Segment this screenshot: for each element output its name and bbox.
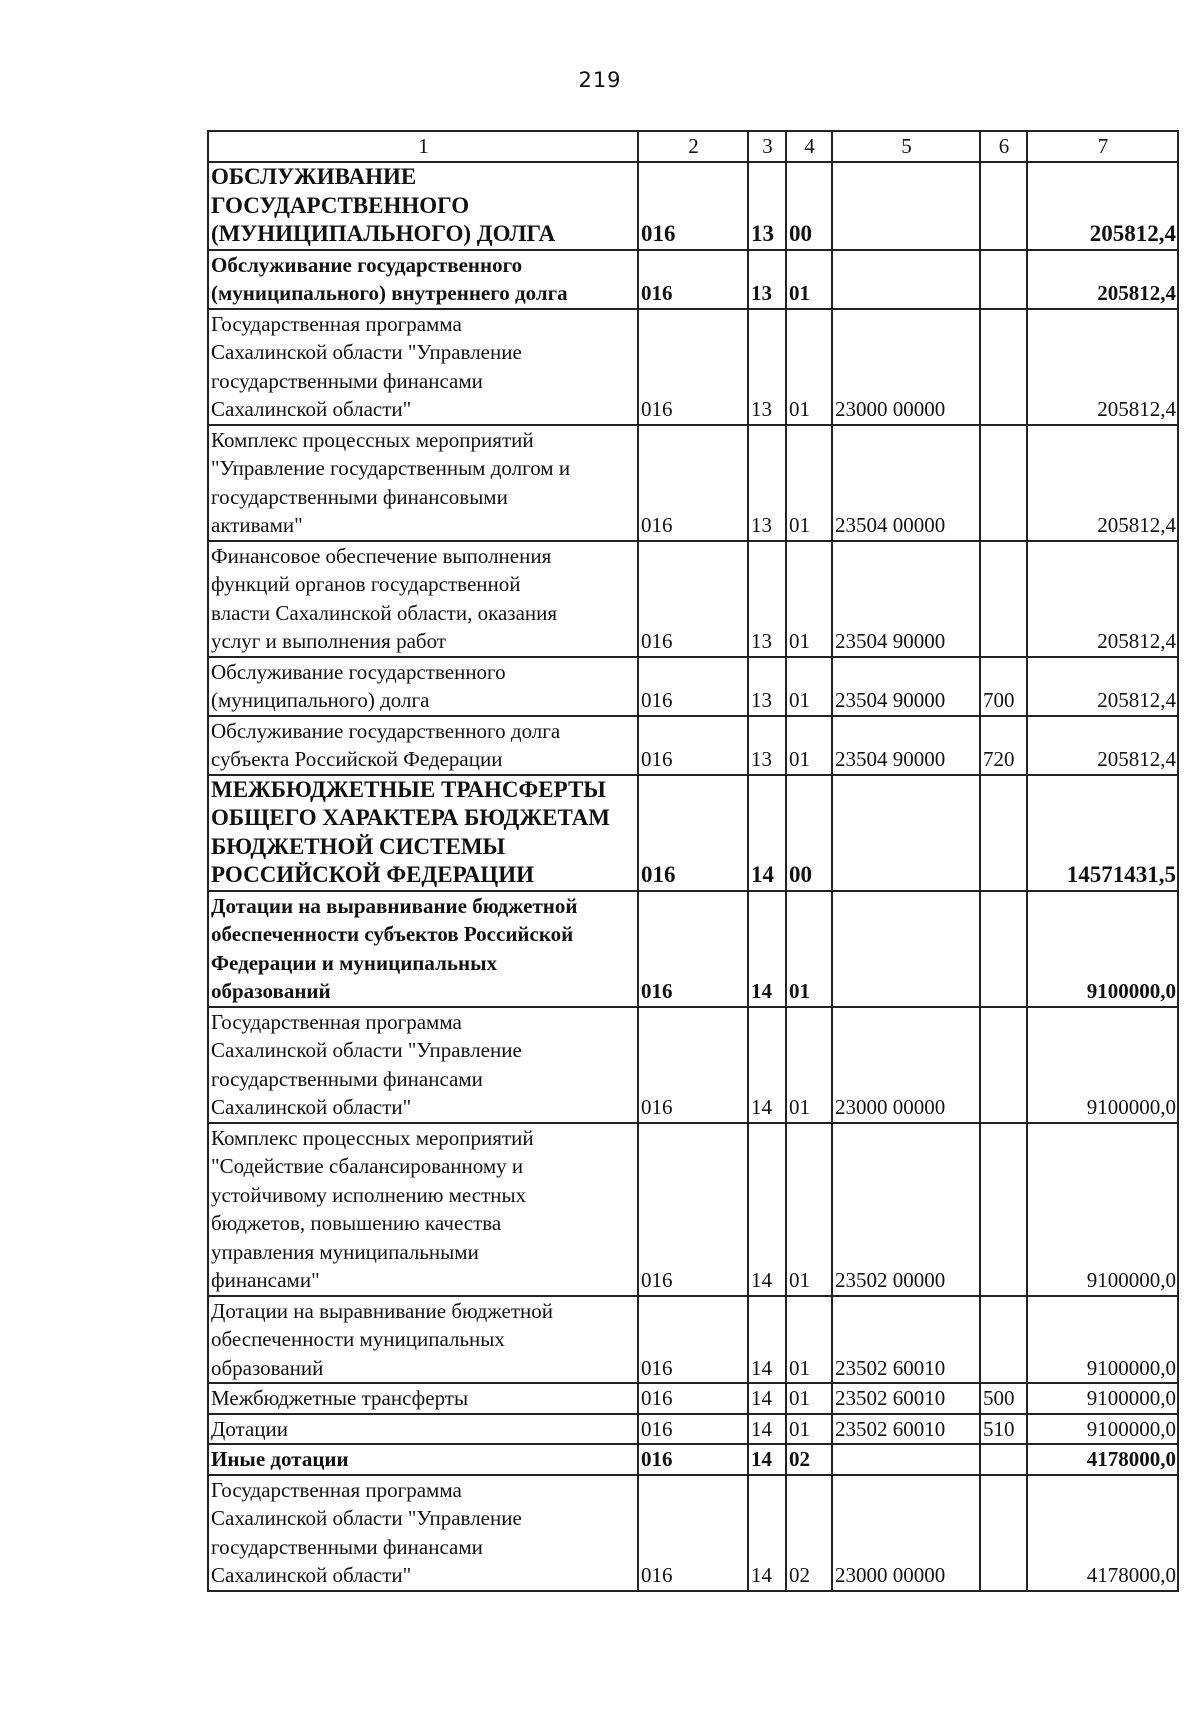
item-name-cell <box>208 309 638 425</box>
item-name-line: Сахалинской области" <box>211 397 412 421</box>
item-name-line: Федерации и муниципальных <box>211 950 497 975</box>
expense-type-cell <box>980 1444 1027 1475</box>
item-name-line: Сахалинской области" <box>211 1563 412 1587</box>
amount-cell: 205812,4 <box>1027 425 1178 541</box>
table-row <box>208 309 1178 425</box>
target-article-cell <box>832 1444 980 1475</box>
expense-type-cell <box>980 1296 1027 1384</box>
subsection-cell: 01 <box>786 1123 832 1296</box>
item-name-line: Сахалинской области" <box>211 1095 412 1119</box>
item-name-line: (муниципального) внутреннего долга <box>211 281 568 305</box>
amount-cell: 205812,4 <box>1027 541 1178 657</box>
column-header: 7 <box>1027 131 1178 162</box>
subsection-cell: 00 <box>786 775 832 891</box>
section-cell: 14 <box>748 1383 786 1414</box>
item-name-line: активами" <box>211 513 303 537</box>
amount-cell: 14571431,5 <box>1027 775 1178 891</box>
target-article-cell: 23504 00000 <box>832 425 980 541</box>
column-header: 6 <box>980 131 1027 162</box>
column-header: 5 <box>832 131 980 162</box>
section-cell: 13 <box>748 716 786 775</box>
item-name-cell <box>208 1414 638 1445</box>
column-header: 4 <box>786 131 832 162</box>
item-name-line: Дотации <box>211 1416 289 1441</box>
item-name-cell <box>208 891 638 1007</box>
item-name-line: устойчивому исполнению местных <box>211 1182 527 1207</box>
item-name-line: Государственная программа <box>211 1477 462 1502</box>
item-name-line: субъекта Российской Федерации <box>211 747 503 771</box>
table-row <box>208 657 1178 716</box>
admin-code-cell: 016 <box>638 250 748 309</box>
admin-code-cell: 016 <box>638 1475 748 1591</box>
admin-code-cell: 016 <box>638 716 748 775</box>
amount-cell: 9100000,0 <box>1027 1414 1178 1445</box>
item-name-cell <box>208 1007 638 1123</box>
section-cell: 14 <box>748 1296 786 1384</box>
target-article-cell <box>832 250 980 309</box>
subsection-cell: 01 <box>786 716 832 775</box>
item-name-line: МЕЖБЮДЖЕТНЫЕ ТРАНСФЕРТЫ <box>211 776 606 802</box>
admin-code-cell: 016 <box>638 891 748 1007</box>
item-name-line: Обслуживание государственного <box>211 252 523 277</box>
subsection-cell: 01 <box>786 425 832 541</box>
expense-type-cell <box>980 1475 1027 1591</box>
subsection-cell: 02 <box>786 1475 832 1591</box>
subsection-cell: 01 <box>786 1414 832 1445</box>
section-cell: 13 <box>748 657 786 716</box>
table-header-row <box>208 131 1178 162</box>
table-row <box>208 541 1178 657</box>
table-row <box>208 162 1178 250</box>
item-name-line: образований <box>211 979 331 1003</box>
item-name-line: государственными финансовыми <box>211 484 508 509</box>
amount-cell: 4178000,0 <box>1027 1444 1178 1475</box>
amount-cell: 9100000,0 <box>1027 1007 1178 1123</box>
item-name-line: государственными финансами <box>211 368 483 393</box>
expense-type-cell <box>980 425 1027 541</box>
item-name-line: "Управление государственным долгом и <box>211 456 571 480</box>
amount-cell: 9100000,0 <box>1027 1383 1178 1414</box>
section-cell: 13 <box>748 425 786 541</box>
subsection-cell: 01 <box>786 541 832 657</box>
expense-type-cell: 700 <box>980 657 1027 716</box>
item-name-line: Сахалинской области "Управление <box>211 1506 522 1530</box>
table-row <box>208 891 1178 1007</box>
amount-cell: 205812,4 <box>1027 309 1178 425</box>
admin-code-cell: 016 <box>638 1414 748 1445</box>
target-article-cell: 23504 90000 <box>832 716 980 775</box>
item-name-cell <box>208 425 638 541</box>
section-cell: 14 <box>748 775 786 891</box>
table-row <box>208 1296 1178 1384</box>
amount-cell: 205812,4 <box>1027 657 1178 716</box>
expense-type-cell <box>980 162 1027 250</box>
item-name-cell <box>208 775 638 891</box>
admin-code-cell: 016 <box>638 1383 748 1414</box>
item-name-line: (МУНИЦИПАЛЬНОГО) ДОЛГА <box>211 221 556 246</box>
item-name-line: ГОСУДАРСТВЕННОГО <box>211 192 470 218</box>
column-header: 1 <box>208 131 638 162</box>
subsection-cell: 01 <box>786 1007 832 1123</box>
amount-cell: 9100000,0 <box>1027 891 1178 1007</box>
item-name-line: ОБСЛУЖИВАНИЕ <box>211 164 417 189</box>
item-name-line: управления муниципальными <box>211 1239 479 1264</box>
target-article-cell: 23504 90000 <box>832 541 980 657</box>
item-name-line: Государственная программа <box>211 1009 462 1034</box>
item-name-line: Обслуживание государственного долга <box>211 718 561 743</box>
item-name-cell <box>208 1444 638 1475</box>
table-row <box>208 775 1178 891</box>
expense-type-cell <box>980 309 1027 425</box>
column-header: 2 <box>638 131 748 162</box>
item-name-cell <box>208 1296 638 1384</box>
admin-code-cell: 016 <box>638 657 748 716</box>
table-row <box>208 1414 1178 1445</box>
section-cell: 13 <box>748 541 786 657</box>
table-row <box>208 425 1178 541</box>
item-name-cell <box>208 1475 638 1591</box>
subsection-cell: 01 <box>786 657 832 716</box>
admin-code-cell: 016 <box>638 1007 748 1123</box>
target-article-cell: 23502 60010 <box>832 1296 980 1384</box>
admin-code-cell: 016 <box>638 1444 748 1475</box>
item-name-line: ОБЩЕГО ХАРАКТЕРА БЮДЖЕТАМ <box>211 805 610 830</box>
admin-code-cell: 016 <box>638 541 748 657</box>
section-cell: 14 <box>748 891 786 1007</box>
amount-cell: 9100000,0 <box>1027 1123 1178 1296</box>
page-number: 219 <box>578 68 622 92</box>
target-article-cell: 23000 00000 <box>832 1475 980 1591</box>
item-name-line: (муниципального) долга <box>211 688 430 712</box>
expense-type-cell: 720 <box>980 716 1027 775</box>
expense-type-cell <box>980 250 1027 309</box>
subsection-cell: 01 <box>786 1383 832 1414</box>
item-name-line: Комплекс процессных мероприятий <box>211 427 534 452</box>
expense-type-cell: 500 <box>980 1383 1027 1414</box>
item-name-line: функций органов государственной <box>211 572 521 596</box>
subsection-cell: 01 <box>786 1296 832 1384</box>
target-article-cell <box>832 775 980 891</box>
item-name-line: Обслуживание государственного <box>211 659 506 684</box>
amount-cell: 4178000,0 <box>1027 1475 1178 1591</box>
item-name-cell <box>208 1123 638 1296</box>
subsection-cell: 01 <box>786 891 832 1007</box>
table-row <box>208 1475 1178 1591</box>
section-cell: 14 <box>748 1123 786 1296</box>
amount-cell: 205812,4 <box>1027 162 1178 250</box>
table-row <box>208 716 1178 775</box>
item-name-line: Сахалинской области "Управление <box>211 340 522 364</box>
admin-code-cell: 016 <box>638 775 748 891</box>
target-article-cell <box>832 891 980 1007</box>
item-name-line: государственными финансами <box>211 1534 483 1559</box>
table-row <box>208 1444 1178 1475</box>
admin-code-cell: 016 <box>638 425 748 541</box>
admin-code-cell: 016 <box>638 1123 748 1296</box>
section-cell: 13 <box>748 250 786 309</box>
expense-type-cell <box>980 775 1027 891</box>
section-cell: 13 <box>748 162 786 250</box>
item-name-cell <box>208 657 638 716</box>
item-name-cell <box>208 716 638 775</box>
item-name-line: Государственная программа <box>211 311 462 336</box>
item-name-line: Дотации на выравнивание бюджетной <box>211 893 578 918</box>
item-name-line: БЮДЖЕТНОЙ СИСТЕМЫ <box>211 833 506 859</box>
item-name-cell <box>208 1383 638 1414</box>
item-name-line: государственными финансами <box>211 1066 483 1091</box>
target-article-cell <box>832 162 980 250</box>
target-article-cell: 23504 90000 <box>832 657 980 716</box>
item-name-line: бюджетов, повышению качества <box>211 1211 502 1235</box>
budget-table <box>207 130 1179 1592</box>
column-header: 3 <box>748 131 786 162</box>
item-name-line: Комплекс процессных мероприятий <box>211 1125 534 1150</box>
subsection-cell: 00 <box>786 162 832 250</box>
item-name-line: Иные дотации <box>211 1447 349 1471</box>
subsection-cell: 01 <box>786 250 832 309</box>
expense-type-cell <box>980 1123 1027 1296</box>
item-name-line: Сахалинской области "Управление <box>211 1038 522 1062</box>
item-name-line: услуг и выполнения работ <box>211 629 446 653</box>
table-body <box>208 131 1178 1591</box>
section-cell: 14 <box>748 1475 786 1591</box>
section-cell: 14 <box>748 1007 786 1123</box>
item-name-line: РОССИЙСКОЙ ФЕДЕРАЦИИ <box>211 862 534 887</box>
target-article-cell: 23000 00000 <box>832 1007 980 1123</box>
amount-cell: 9100000,0 <box>1027 1296 1178 1384</box>
item-name-line: Межбюджетные трансферты <box>211 1386 469 1410</box>
target-article-cell: 23000 00000 <box>832 309 980 425</box>
expense-type-cell <box>980 1007 1027 1123</box>
amount-cell: 205812,4 <box>1027 250 1178 309</box>
section-cell: 14 <box>748 1414 786 1445</box>
item-name-line: финансами" <box>211 1268 320 1292</box>
section-cell: 14 <box>748 1444 786 1475</box>
item-name-line: власти Сахалинской области, оказания <box>211 600 558 625</box>
item-name-cell <box>208 162 638 250</box>
section-cell: 13 <box>748 309 786 425</box>
admin-code-cell: 016 <box>638 309 748 425</box>
item-name-line: Дотации на выравнивание бюджетной <box>211 1298 554 1323</box>
item-name-line: обеспеченности муниципальных <box>211 1327 505 1351</box>
table-row <box>208 1123 1178 1296</box>
expense-type-cell <box>980 541 1027 657</box>
admin-code-cell: 016 <box>638 162 748 250</box>
item-name-line: обеспеченности субъектов Российской <box>211 922 574 946</box>
admin-code-cell: 016 <box>638 1296 748 1384</box>
table-row <box>208 250 1178 309</box>
target-article-cell: 23502 60010 <box>832 1414 980 1445</box>
item-name-line: образований <box>211 1355 324 1380</box>
subsection-cell: 01 <box>786 309 832 425</box>
table-row <box>208 1007 1178 1123</box>
item-name-cell <box>208 250 638 309</box>
subsection-cell: 02 <box>786 1444 832 1475</box>
target-article-cell: 23502 00000 <box>832 1123 980 1296</box>
amount-cell: 205812,4 <box>1027 716 1178 775</box>
item-name-line: "Содействие сбалансированному и <box>211 1154 524 1178</box>
expense-type-cell: 510 <box>980 1414 1027 1445</box>
expense-type-cell <box>980 891 1027 1007</box>
item-name-cell <box>208 541 638 657</box>
target-article-cell: 23502 60010 <box>832 1383 980 1414</box>
item-name-line: Финансовое обеспечение выполнения <box>211 543 552 568</box>
table-row <box>208 1383 1178 1414</box>
